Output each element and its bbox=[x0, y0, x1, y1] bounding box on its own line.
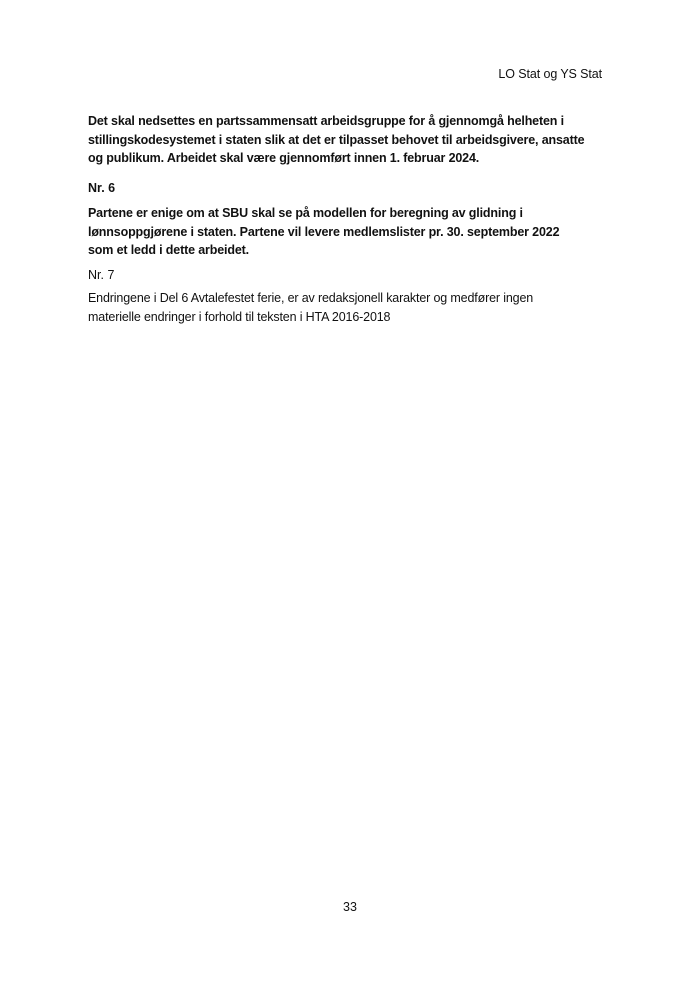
nr7-line-1: Endringene i Del 6 Avtalefestet ferie, er av redaksjonell karakter og medfører ingen bbox=[88, 291, 534, 305]
nr7-heading: Nr. 7 bbox=[88, 268, 115, 282]
page-header: LO Stat og YS Stat bbox=[498, 67, 602, 81]
nr7-section bbox=[88, 267, 628, 326]
nr6-line-2: lønnsoppgjørene i staten. Partene vil levere medlemslister pr. 30. september 2022 bbox=[88, 224, 560, 239]
nr7-line-2: materielle endringer i forhold til teksten i HTA 2016-2018 bbox=[88, 309, 391, 324]
nr6-section bbox=[88, 180, 628, 260]
intro-line-2: stillingskodesystemet i staten slik at det er tilpasset behovet til arbeidsgivere, ansatte bbox=[88, 132, 585, 147]
page-number: 33 bbox=[343, 900, 357, 914]
nr6-line-3: som et ledd i dette arbeidet. bbox=[88, 243, 249, 257]
intro-line-3: og publikum. Arbeidet skal være gjennomført innen 1. februar 2024. bbox=[88, 151, 480, 165]
nr6-paragraph bbox=[88, 204, 628, 260]
nr7-paragraph bbox=[88, 289, 628, 326]
intro-line-1: Det skal nedsettes en partssammensatt arbeidsgruppe for å gjennomgå helheten i bbox=[88, 114, 564, 128]
intro-paragraph bbox=[88, 112, 628, 168]
intro-section bbox=[88, 112, 628, 168]
nr6-heading: Nr. 6 bbox=[88, 181, 116, 195]
nr6-line-1: Partene er enige om at SBU skal se på modellen for beregning av glidning i bbox=[88, 206, 523, 220]
